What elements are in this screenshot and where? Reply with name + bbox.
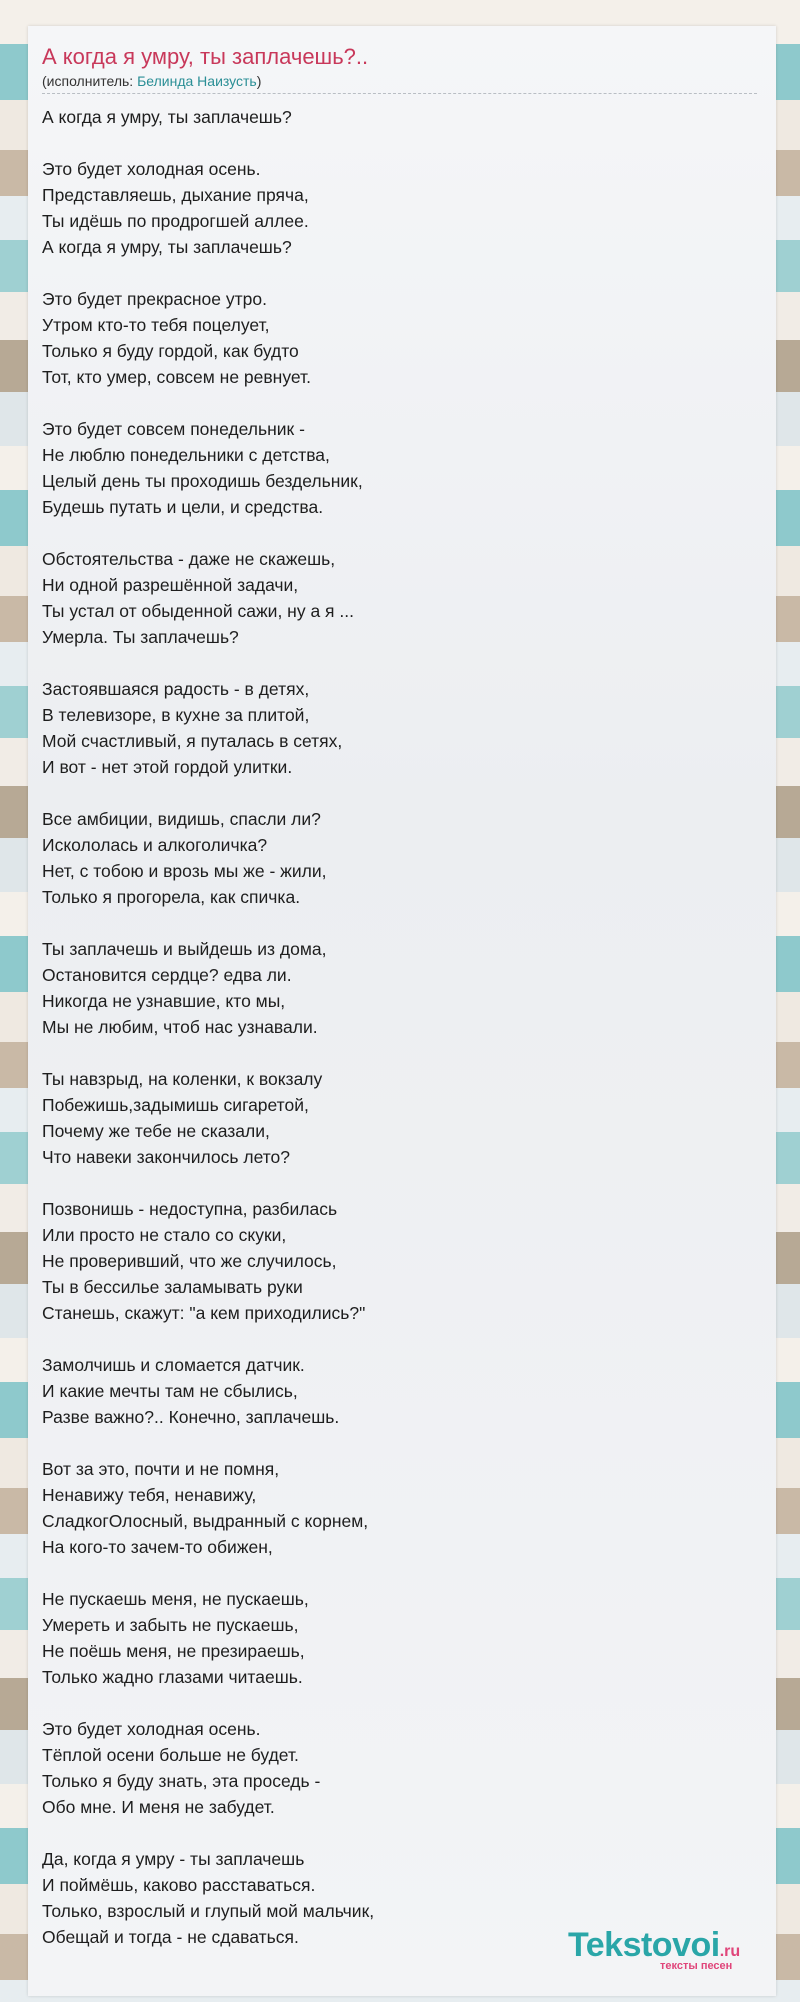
lyrics-stanza (42, 1352, 742, 1430)
lyrics-stanza (42, 416, 742, 520)
lyrics-line: Тот, кто умер, совсем не ревнует. (42, 367, 311, 387)
lyrics-line: Ни одной разрешённой задачи, (42, 575, 299, 595)
lyrics-line: Представляешь, дыхание пряча, (42, 185, 309, 205)
lyrics-line: Вот за это, почти и не помня, (42, 1459, 280, 1479)
lyrics-line: Что навеки закончилось лето? (42, 1147, 291, 1167)
lyrics-stanza (42, 104, 742, 130)
lyrics-stanza (42, 1586, 742, 1690)
lyrics-line: Только я прогорела, как спичка. (42, 887, 301, 907)
lyrics-line: Умереть и забыть не пускаешь, (42, 1615, 299, 1635)
lyrics-line: Все амбиции, видишь, спасли ли? (42, 809, 321, 829)
lyrics-line: Почему же тебе не сказали, (42, 1121, 270, 1141)
logo-wordmark: Tekstovoi (568, 1926, 720, 1964)
lyrics-line: Искололась и алкоголичка? (42, 835, 268, 855)
lyrics-line: Или просто не стало со скуки, (42, 1225, 287, 1245)
lyrics-line: Это будет совсем понедельник - (42, 419, 305, 439)
byline-prefix: (исполнитель: (42, 73, 138, 89)
lyrics-line: Это будет прекрасное утро. (42, 289, 267, 309)
lyrics-line: Обещай и тогда - не сдаваться. (42, 1927, 299, 1947)
lyrics-line: А когда я умру, ты заплачешь? (42, 107, 292, 127)
lyrics-line: Будешь путать и цели, и средства. (42, 497, 324, 517)
site-logo[interactable] (568, 1926, 741, 1972)
lyrics-line: Ты заплачешь и выйдешь из дома, (42, 939, 327, 959)
lyrics-line: Только я буду гордой, как будто (42, 341, 299, 361)
lyrics-line: Мы не любим, чтоб нас узнавали. (42, 1017, 318, 1037)
artist-byline (42, 73, 261, 89)
lyrics-body (42, 104, 742, 1976)
lyrics-line: Не поёшь меня, не презираешь, (42, 1641, 305, 1661)
lyrics-line: Никогда не узнавшие, кто мы, (42, 991, 286, 1011)
lyrics-stanza (42, 546, 742, 650)
logo-tagline: тексты песен (660, 1960, 733, 1972)
lyrics-stanza (42, 936, 742, 1040)
lyrics-line: Да, когда я умру - ты заплачешь (42, 1849, 305, 1869)
lyrics-stanza (42, 1456, 742, 1560)
lyrics-line: Ты устал от обыденной сажи, ну а я ... (42, 601, 354, 621)
lyrics-line: Обстоятельства - даже не скажешь, (42, 549, 336, 569)
lyrics-stanza (42, 1716, 742, 1820)
lyrics-line: СладкогОлосный, выдранный с корнем, (42, 1511, 369, 1531)
lyrics-line: На кого-то зачем-то обижен, (42, 1537, 273, 1557)
lyrics-line: Мой счастливый, я путалась в сетях, (42, 731, 343, 751)
lyrics-line: Только жадно глазами читаешь. (42, 1667, 303, 1687)
lyrics-line: Не люблю понедельники с детства, (42, 445, 330, 465)
lyrics-line: Побежишь,задымишь сигаретой, (42, 1095, 309, 1115)
lyrics-line: Застоявшаяся радость - в детях, (42, 679, 310, 699)
lyrics-line: Ты идёшь по продрогшей аллее. (42, 211, 309, 231)
lyrics-line: Замолчишь и сломается датчик. (42, 1355, 305, 1375)
lyrics-stanza (42, 676, 742, 780)
lyrics-line: Ты навзрыд, на коленки, к вокзалу (42, 1069, 323, 1089)
lyrics-line: Станешь, скажут: "а кем приходились?" (42, 1303, 366, 1323)
byline-suffix: ) (256, 73, 262, 89)
lyrics-line: Ненавижу тебя, ненавижу, (42, 1485, 257, 1505)
lyrics-line: Это будет холодная осень. (42, 1719, 261, 1739)
lyrics-line: Остановится сердце? едва ли. (42, 965, 292, 985)
lyrics-line: Не проверивший, что же случилось, (42, 1251, 337, 1271)
lyrics-line: И вот - нет этой гордой улитки. (42, 757, 293, 777)
title-divider (42, 93, 757, 94)
logo-tld: .ru (719, 1943, 741, 1960)
lyrics-line: Только, взрослый и глупый мой мальчик, (42, 1901, 375, 1921)
lyrics-stanza (42, 806, 742, 910)
lyrics-line: Тёплой осени больше не будет. (42, 1745, 299, 1765)
lyrics-line: Обо мне. И меня не забудет. (42, 1797, 275, 1817)
lyrics-line: Разве важно?.. Конечно, заплачешь. (42, 1407, 340, 1427)
lyrics-line: В телевизоре, в кухне за плитой, (42, 705, 310, 725)
lyrics-line: Только я буду знать, эта проседь - (42, 1771, 321, 1791)
song-title: А когда я умру, ты заплачешь?.. (42, 44, 369, 69)
lyrics-stanza (42, 1066, 742, 1170)
lyrics-stanza (42, 1196, 742, 1326)
lyrics-stanza (42, 286, 742, 390)
lyrics-line: И какие мечты там не сбылись, (42, 1381, 298, 1401)
lyrics-line: Умерла. Ты заплачешь? (42, 627, 239, 647)
lyrics-line: Ты в бессилье заламывать руки (42, 1277, 303, 1297)
lyrics-line: И поймёшь, каково расставаться. (42, 1875, 316, 1895)
lyrics-line: Это будет холодная осень. (42, 159, 261, 179)
lyrics-line: Не пускаешь меня, не пускаешь, (42, 1589, 309, 1609)
lyrics-line: Позвонишь - недоступна, разбилась (42, 1199, 338, 1219)
lyrics-stanza (42, 156, 742, 260)
lyrics-line: Нет, с тобою и врозь мы же - жили, (42, 861, 327, 881)
lyrics-line: Утром кто-то тебя поцелует, (42, 315, 270, 335)
lyrics-line: А когда я умру, ты заплачешь? (42, 237, 292, 257)
lyrics-line: Целый день ты проходишь бездельник, (42, 471, 363, 491)
artist-link[interactable]: Белинда Наизусть (137, 73, 257, 89)
